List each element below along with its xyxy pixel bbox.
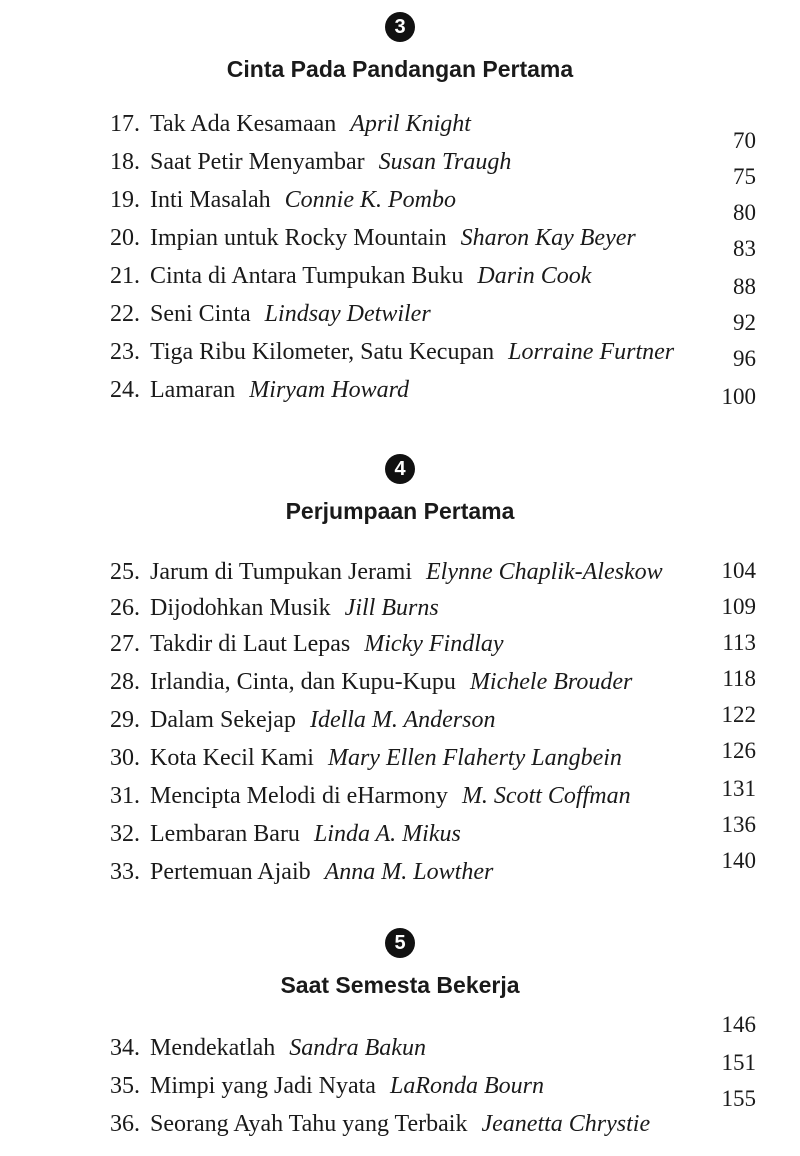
entry-page-number: 109 (721, 594, 756, 619)
entry-author: Lindsay Detwiler (264, 301, 431, 327)
entry-title: Mendekatlah (150, 1035, 276, 1061)
toc-entry (88, 334, 758, 370)
toc-entry (88, 258, 758, 294)
entry-page-number: 151 (721, 1050, 756, 1075)
entry-author: Mary Ellen Flaherty Langbein (327, 745, 622, 771)
toc-entry (88, 182, 758, 218)
entry-title: Seni Cinta (150, 301, 251, 327)
entry-number: 34. (110, 1035, 140, 1061)
entry-page-number: 83 (733, 236, 756, 261)
entry-author: Michele Brouder (469, 669, 633, 695)
entry-page-number: 155 (721, 1086, 756, 1111)
toc-entry (88, 664, 758, 700)
section-number-badge: 3 (385, 12, 415, 42)
entry-number: 35. (110, 1073, 140, 1099)
entry-number: 25. (110, 559, 140, 585)
toc-entry (88, 590, 758, 626)
toc-entry (88, 106, 758, 142)
toc-entry (88, 854, 758, 890)
entry-number: 33. (110, 859, 140, 885)
entry-page-number: 131 (721, 776, 756, 801)
entry-title: Seorang Ayah Tahu yang Terbaik (150, 1111, 468, 1137)
entry-author: Micky Findlay (364, 631, 504, 657)
entry-title: Cinta di Antara Tumpukan Buku (150, 263, 464, 289)
entry-title: Impian untuk Rocky Mountain (150, 225, 447, 251)
toc-entry (88, 144, 758, 180)
entry-number: 31. (110, 783, 140, 809)
entry-author: Miryam Howard (249, 377, 410, 403)
entry-author: Sharon Kay Beyer (460, 225, 636, 251)
entry-author: Jeanetta Chrystie (481, 1111, 651, 1137)
entry-title: Jarum di Tumpukan Jerami (150, 559, 412, 585)
entry-number: 23. (110, 339, 140, 365)
toc-entry (88, 626, 758, 662)
entry-page-number: 96 (733, 346, 756, 371)
entry-number: 29. (110, 707, 140, 733)
section-heading: Cinta Pada Pandangan Pertama (226, 56, 574, 82)
entry-page-number: 122 (721, 702, 756, 727)
entry-title: Tiga Ribu Kilometer, Satu Kecupan (150, 339, 495, 365)
entry-page-number: 126 (721, 738, 756, 763)
toc-entry (88, 1068, 758, 1104)
entry-number: 20. (110, 225, 140, 251)
entry-title: Dijodohkan Musik (150, 595, 331, 621)
entry-page-number: 75 (733, 164, 756, 189)
toc-entry (88, 220, 758, 256)
entry-page-number: 100 (721, 384, 756, 409)
entry-title: Kota Kecil Kami (150, 745, 314, 771)
toc-entry (88, 1030, 758, 1066)
entry-title: Lembaran Baru (150, 821, 300, 847)
entry-author: Linda A. Mikus (313, 821, 461, 847)
toc-entry (88, 1106, 758, 1142)
entry-author: M. Scott Coffman (461, 783, 631, 809)
toc-entry (88, 702, 758, 738)
entry-page-number: 118 (722, 666, 756, 691)
entry-author: Elynne Chaplik-Aleskow (426, 559, 663, 585)
entry-page-number: 136 (721, 812, 756, 837)
entry-page-number: 146 (721, 1012, 756, 1037)
entry-title: Irlandia, Cinta, dan Kupu-Kupu (150, 669, 456, 695)
entry-number: 32. (110, 821, 140, 847)
entry-title: Mencipta Melodi di eHarmony (150, 783, 448, 809)
entry-title: Saat Petir Menyambar (150, 149, 365, 175)
entry-number: 26. (110, 595, 140, 621)
entry-author: Connie K. Pombo (284, 187, 456, 213)
entry-title: Pertemuan Ajaib (150, 859, 311, 885)
toc-entry (88, 296, 758, 332)
toc-entry (88, 372, 758, 408)
entry-number: 21. (110, 263, 140, 289)
entry-author: Darin Cook (477, 263, 592, 289)
toc-entry (88, 778, 758, 814)
entry-title: Inti Masalah (150, 187, 271, 213)
entry-page-number: 104 (721, 558, 756, 583)
entry-number: 24. (110, 377, 140, 403)
entry-number: 18. (110, 149, 140, 175)
entry-number: 36. (110, 1111, 140, 1137)
entry-title: Mimpi yang Jadi Nyata (150, 1073, 376, 1099)
entry-title: Lamaran (150, 377, 236, 403)
entry-page-number: 80 (733, 200, 756, 225)
entry-number: 19. (110, 187, 140, 213)
entry-title: Takdir di Laut Lepas (150, 631, 351, 657)
entry-page-number: 113 (722, 630, 756, 655)
entry-page-number: 92 (733, 310, 756, 335)
section-number-badge: 4 (385, 454, 415, 484)
entry-author: Sandra Bakun (289, 1035, 426, 1061)
entry-number: 17. (110, 111, 140, 137)
toc-entry (88, 816, 758, 852)
entry-number: 30. (110, 745, 140, 771)
entry-author: LaRonda Bourn (389, 1073, 544, 1099)
section-number-badge: 5 (385, 928, 415, 958)
entry-author: Idella M. Anderson (309, 707, 496, 733)
entry-page-number: 70 (733, 128, 756, 153)
section-heading: Perjumpaan Pertama (285, 498, 515, 524)
entry-author: Lorraine Furtner (508, 339, 675, 365)
entry-number: 27. (110, 631, 140, 657)
entry-page-number: 140 (721, 848, 756, 873)
entry-author: Anna M. Lowther (324, 859, 494, 885)
entry-number: 22. (110, 301, 140, 327)
entry-author: Susan Traugh (378, 149, 512, 175)
entry-page-number: 88 (733, 274, 756, 299)
entry-author: April Knight (350, 111, 471, 137)
entry-number: 28. (110, 669, 140, 695)
section-heading: Saat Semesta Bekerja (280, 972, 520, 998)
toc-entry (88, 554, 758, 590)
toc-entry (88, 740, 758, 776)
entry-author: Jill Burns (344, 595, 439, 621)
entry-title: Tak Ada Kesamaan (150, 111, 337, 137)
entry-title: Dalam Sekejap (150, 707, 296, 733)
